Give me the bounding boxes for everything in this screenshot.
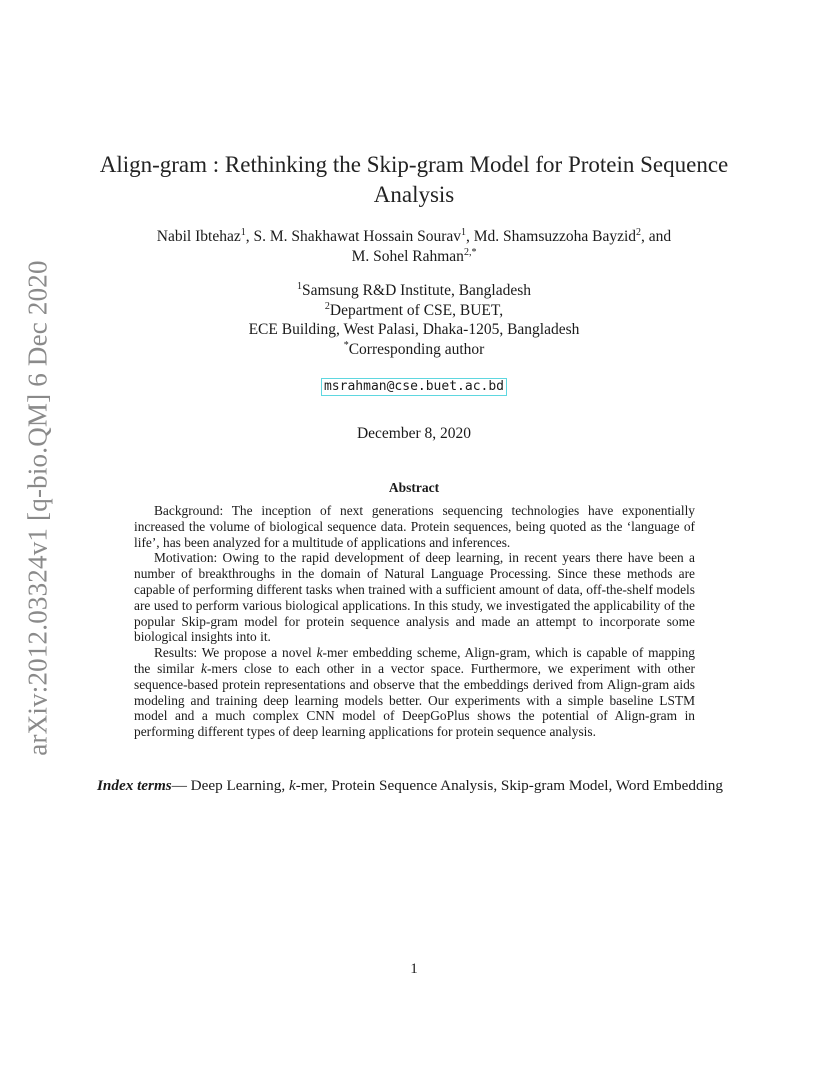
abstract-background: Background: The inception of next generations sequencing technologies have exponentially increased the volume of biological sequence data. Protein sequences, being quoted as the ‘language of life’, has been analyzed for a multitude of applications and inferences.	[134, 503, 695, 550]
affiliation-2-address: ECE Building, West Palasi, Dhaka-1205, Bangladesh	[248, 321, 580, 338]
abstract-results: Results: We propose a novel k-mer embedding scheme, Align-gram, which is capable of mapping the similar k-mers close to each other in a vector space. Furthermore, we experiment with other sequence-based protein representations and observe that the embeddings derived from Align-gram aids modeling and training deep learning models better. Our experiments with a simple baseline LSTM model and a much complex CNN model of DeepGoPlus shows the potential of Align-gram in performing different types of deep learning applications for protein sequence analysis.	[134, 645, 696, 740]
author-affil-marker: 1	[240, 227, 246, 238]
author-affil-marker: 2,*	[463, 246, 477, 258]
email-row	[60, 375, 768, 396]
author-affil-marker: 2	[636, 227, 642, 238]
title-line-1: Align-gram : Rethinking the Skip-gram Model for Protein Sequence	[99, 152, 729, 177]
author-name: Nabil Ibtehaz	[156, 228, 241, 245]
affiliation-2: $^2$Department of CSE, BUET,	[324, 300, 504, 319]
publication-date: December 8, 2020	[356, 425, 472, 442]
arxiv-identifier-stamp: arXiv:2012.03324v1 [q-bio.QM] 6 Dec 2020	[22, 260, 53, 756]
abstract-body	[134, 503, 695, 740]
title-line-2: Analysis	[373, 182, 455, 207]
author-line-2	[60, 247, 768, 267]
author-list	[60, 227, 768, 266]
index-terms-label: Index terms	[97, 777, 172, 794]
author-conjunction: and	[648, 228, 672, 245]
author-affil-marker: 1	[461, 227, 466, 238]
author-name: M. Sohel Rahman	[351, 247, 464, 265]
abstract-heading: Abstract	[388, 480, 440, 495]
index-terms: Index terms— Deep Learning, k-mer, Protein Sequence Analysis, Skip-gram Model, Word Embedding	[97, 777, 723, 794]
affiliation-1: $^1$Samsung R&D Institute, Bangladesh	[296, 281, 532, 299]
affiliations	[60, 281, 768, 359]
author-name: S. M. Shakhawat Hossain Sourav	[253, 228, 461, 245]
email-link[interactable]: msrahman@cse.buet.ac.bd	[321, 378, 507, 396]
author-line-1: Nabil Ibtehaz$^1$, S. M. Shakhawat Hossain Sourav$^1$, Md. Shamsuzzoha Bayzid$^2$, and	[156, 227, 672, 245]
abstract-motivation: Motivation: Owing to the rapid development of deep learning, in recent years there have been a number of breakthroughs in the domain of Natural Language Processing. Since these methods are capable of performing different tasks when trained with a sufficient amount of data, off-the-shelf models are used to perform various biological applications. In this study, we investigated the applicability of the popular Skip-gram model for protein sequence analysis and made an attempt to incorporate some biological insights into it.	[134, 550, 695, 645]
corresponding-author-note: *Corresponding author	[343, 339, 485, 358]
author-name: Md. Shamsuzzoha Bayzid	[473, 228, 637, 245]
page-number: 1	[410, 961, 418, 977]
paper-title	[60, 150, 768, 210]
